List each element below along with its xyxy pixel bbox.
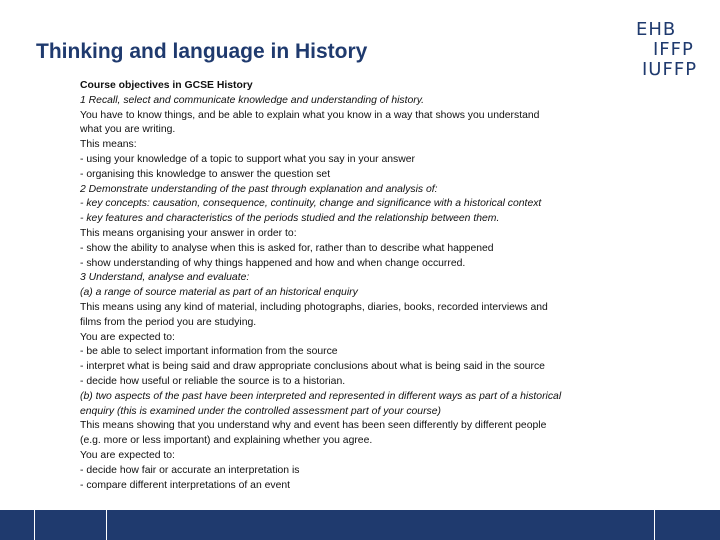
text-line: 1 Recall, select and communicate knowledge and understanding of history. bbox=[80, 94, 425, 106]
logo-line-iffp: IFFP bbox=[653, 39, 694, 60]
text-line: films from the period you are studying. bbox=[80, 316, 257, 328]
logo-line-ehb: EHB bbox=[636, 19, 677, 40]
text-line: You have to know things, and be able to explain what you know in a way that shows you understand bbox=[80, 109, 540, 121]
ehb-iffp-iuffp-logo bbox=[636, 20, 696, 80]
text-line: - interpret what is being said and draw appropriate conclusions about what is being said in the source bbox=[80, 361, 545, 373]
text-line: This means: bbox=[80, 139, 137, 151]
text-line: - using your knowledge of a topic to support what you say in your answer bbox=[80, 153, 415, 165]
footer-divider bbox=[654, 510, 655, 540]
slide-title: Thinking and language in History bbox=[36, 40, 368, 63]
text-line: (a) a range of source material as part of an historical enquiry bbox=[80, 287, 358, 299]
text-line: This means showing that you understand why and event has been seen differently by different people bbox=[80, 420, 547, 432]
text-line: You are expected to: bbox=[80, 449, 175, 461]
text-line: - key concepts: causation, consequence, continuity, change and significance with a historical context bbox=[80, 198, 542, 210]
footer-bar bbox=[0, 510, 720, 540]
text-line: what you are writing. bbox=[80, 124, 176, 136]
text-line: - organising this knowledge to answer the question set bbox=[80, 168, 331, 180]
text-line: This means organising your answer in order to: bbox=[80, 227, 297, 239]
footer-divider bbox=[34, 510, 35, 540]
logo-line-iuffp: IUFFP bbox=[642, 59, 698, 80]
course-objectives-text bbox=[80, 79, 620, 493]
text-line: - decide how fair or accurate an interpretation is bbox=[80, 464, 300, 476]
footer-divider bbox=[106, 510, 107, 540]
text-line: - compare different interpretations of an event bbox=[80, 479, 291, 491]
text-line: - key features and characteristics of the periods studied and the relationship between them. bbox=[80, 213, 500, 225]
text-line: - show understanding of why things happened and how and when change occurred. bbox=[80, 257, 466, 269]
text-line: - be able to select important information from the source bbox=[80, 346, 338, 358]
text-line: - show the ability to analyse when this is asked for, rather than to describe what happened bbox=[80, 242, 494, 254]
section-heading: Course objectives in GCSE History bbox=[80, 80, 253, 91]
text-line: - decide how useful or reliable the source is to a historian. bbox=[80, 375, 346, 387]
text-line: 3 Understand, analyse and evaluate: bbox=[80, 272, 250, 284]
text-line: enquiry (this is examined under the controlled assessment part of your course) bbox=[80, 405, 441, 417]
text-line: (b) two aspects of the past have been interpreted and represented in different ways as part of a historical bbox=[80, 390, 562, 402]
text-line: 2 Demonstrate understanding of the past through explanation and analysis of: bbox=[80, 183, 438, 195]
text-line: You are expected to: bbox=[80, 331, 175, 343]
text-line: This means using any kind of material, including photographs, diaries, books, recorded interviews and bbox=[80, 301, 548, 313]
text-line: (e.g. more or less important) and explaining whether you agree. bbox=[80, 435, 373, 447]
